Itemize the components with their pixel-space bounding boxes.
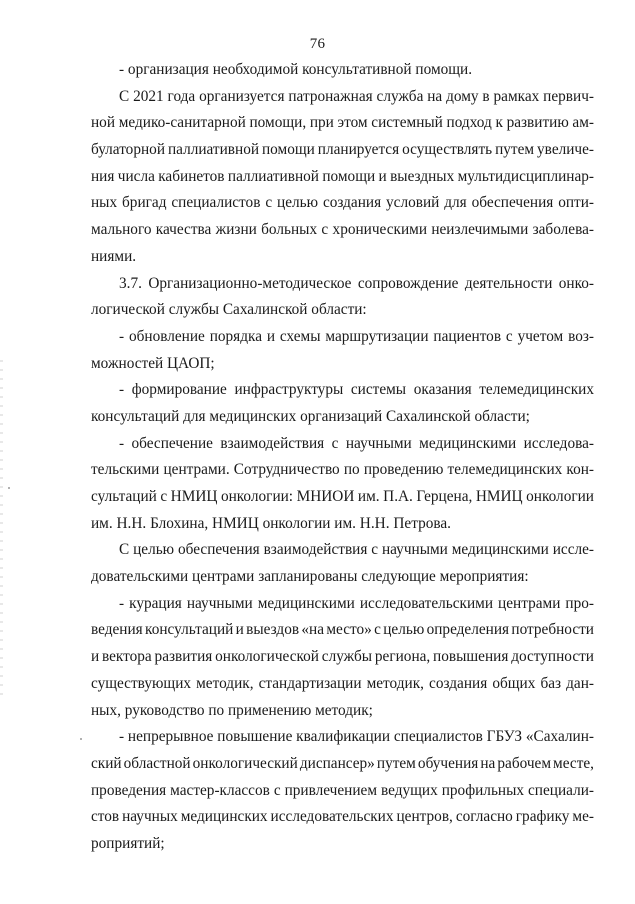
text-line: существующих методик, стандартизации методик, создания общих баз дан- — [91, 674, 594, 692]
text-line: можностей ЦАОП; — [91, 354, 215, 372]
text-line: - непрерывное повышение квалификации специалистов ГБУЗ «Сахалин- — [119, 728, 594, 746]
text-line: ниями. — [91, 247, 137, 265]
text-line: консультаций для медицинских организаций Сахалинской области; — [91, 407, 530, 425]
text-line: ния числа кабинетов паллиативной помощи и выездных мультидисциплинар- — [91, 167, 594, 185]
text-line: тельскими центрами. Сотрудничество по проведению телемедицинских кон- — [91, 461, 594, 479]
text-line: сультаций с НМИЦ онкологии: МНИОИ им. П.А. Герцена, НМИЦ онкологии — [91, 488, 594, 505]
text-line: и вектора развития онкологической службы региона, повышения доступности — [91, 648, 594, 666]
text-line: - формирование инфраструктуры системы оказания телемедицинских — [119, 381, 594, 399]
text-line: - обеспечение взаимодействия с научными медицинскими исследова- — [119, 434, 594, 452]
page-number: 76 — [309, 36, 326, 52]
text-line: - организация необходимой консультативной помощи. — [119, 61, 473, 78]
text-line: довательскими центрами запланированы следующие мероприятия: — [91, 568, 529, 586]
text-line: - курация научными медицинскими исследовательскими центрами про- — [119, 594, 594, 612]
text-line: ных, руководство по применению методик; — [91, 701, 373, 719]
text-line: им. Н.Н. Блохина, НМИЦ онкологии им. Н.Н. Петрова. — [91, 514, 451, 532]
body-text — [91, 57, 594, 858]
text-line: ский областной онкологический диспансер» путем обучения на рабочем месте, — [91, 754, 594, 772]
text-line: ведения консультаций и выездов «на место» с целью определения потребности — [91, 621, 594, 639]
text-line: С 2021 года организуется патронажная служба на дому в рамках первич- — [119, 87, 594, 105]
scan-speck — [8, 487, 10, 489]
text-line: проведения мастер-классов с привлечением ведущих профильных специали- — [91, 781, 594, 799]
text-line: 3.7. Организационно-методическое сопровождение деятельности онко- — [119, 274, 594, 292]
text-line: булаторной паллиативной помощи планируется осуществлять путем увеличе- — [91, 141, 594, 159]
text-line: логической службы Сахалинской области: — [91, 301, 367, 319]
scan-speck — [80, 738, 82, 740]
text-line: С целью обеспечения взаимодействия с научными медицинскими иссле- — [119, 541, 594, 559]
text-line: мального качества жизни больных с хроническими неизлечимыми заболева- — [91, 221, 594, 239]
scan-edge-artifact — [0, 360, 3, 700]
text-line: - обновление порядка и схемы маршрутизации пациентов с учетом воз- — [119, 327, 594, 345]
text-line: ных бригад специалистов с целью создания условий для обеспечения опти- — [91, 194, 594, 212]
text-line: роприятий; — [91, 834, 165, 852]
text-line: ной медико-санитарной помощи, при этом системный подход к развитию ам- — [91, 114, 594, 132]
text-line: стов научных медицинских исследовательских центров, согласно графику ме- — [91, 808, 594, 826]
